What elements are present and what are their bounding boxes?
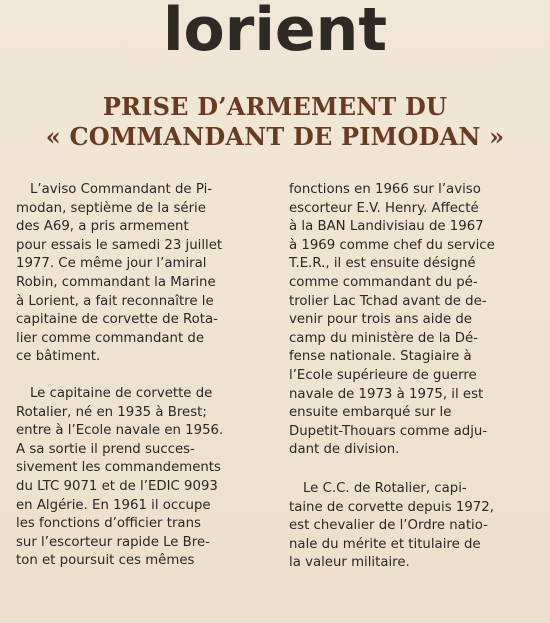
text-line: la valeur militaire. (289, 555, 410, 571)
text-line: comme commandant du pé- (289, 274, 478, 290)
paragraph-gap (16, 367, 264, 385)
text-line: des A69, a pris armement (16, 219, 189, 235)
text-line: Dupetit-Thouars comme adju- (289, 423, 488, 439)
text-line: T.E.R., il est ensuite désigné (289, 256, 476, 272)
text-line: les fonctions d’officier trans (16, 516, 201, 532)
article-headline (0, 92, 550, 152)
masthead-title: lorient (162, 0, 388, 65)
text-line: navale de 1973 à 1975, il est (289, 386, 484, 402)
text-line: fense nationale. Stagiaire à (289, 349, 472, 365)
text-line: Le capitaine de corvette de (30, 385, 213, 401)
paragraph-1 (16, 181, 264, 367)
text-line: fonctions en 1966 sur l’aviso (289, 182, 481, 197)
text-line: sur l’escorteur rapide Le Bre- (16, 534, 210, 550)
text-line: à Lorient, a fait reconnaître le (16, 293, 214, 309)
headline-line-2: « COMMANDANT DE PIMODAN » (45, 122, 505, 151)
text-line: trolier Lac Tchad avant de de- (289, 293, 487, 309)
text-line: dant de division. (289, 442, 400, 458)
text-line: Robin, commandant la Marine (16, 274, 216, 290)
text-line: en Algérie. En 1961 il occupe (16, 497, 211, 513)
text-line: pour essais le samedi 23 juillet (16, 237, 223, 253)
text-line: du LTC 9071 et de l’EDIC 9093 (16, 478, 218, 494)
right-column (289, 181, 545, 573)
text-line: ton et poursuit ces mêmes (16, 553, 195, 569)
text-line: à 1969 comme chef du service (289, 237, 495, 253)
text-line: sivement les commandements (16, 460, 221, 476)
text-line: Le C.C. de Rotalier, capi- (303, 480, 467, 496)
paragraph-3 (289, 181, 545, 460)
text-line: capitaine de corvette de Rota- (16, 312, 218, 328)
text-line: ce bâtiment. (16, 349, 101, 365)
text-line: A sa sortie il prend succes- (16, 441, 195, 457)
text-line: nale du mérite et titulaire de (289, 536, 481, 552)
text-line: venir pour trois ans aide de (289, 312, 472, 328)
paragraph-2 (16, 385, 264, 571)
headline-line-1: PRISE D’ARMEMENT DU (102, 92, 448, 121)
text-line: Rotalier, né en 1935 à Brest; (16, 404, 207, 420)
left-column (16, 181, 264, 571)
text-line: modan, septième de la série (16, 200, 206, 216)
paragraph-4 (289, 480, 545, 573)
text-line: L’aviso Commandant de Pi- (30, 182, 213, 197)
text-line: l’Ecole supérieure de guerre (289, 367, 477, 383)
text-line: entre à l’Ecole navale en 1956. (16, 423, 224, 439)
text-line: ensuite embarqué sur le (289, 405, 452, 421)
text-line: à la BAN Landivisiau de 1967 (289, 219, 484, 235)
text-line: 1977. Ce même jour l’amiral (16, 256, 207, 272)
text-line: taine de corvette depuis 1972, (289, 499, 494, 515)
text-line: camp du ministère de la Dé- (289, 330, 478, 346)
paragraph-gap (289, 460, 545, 480)
text-line: est chevalier de l’Ordre natio- (289, 518, 488, 534)
text-line: lier comme commandant de (16, 330, 205, 346)
text-line: escorteur E.V. Henry. Affecté (289, 200, 479, 216)
